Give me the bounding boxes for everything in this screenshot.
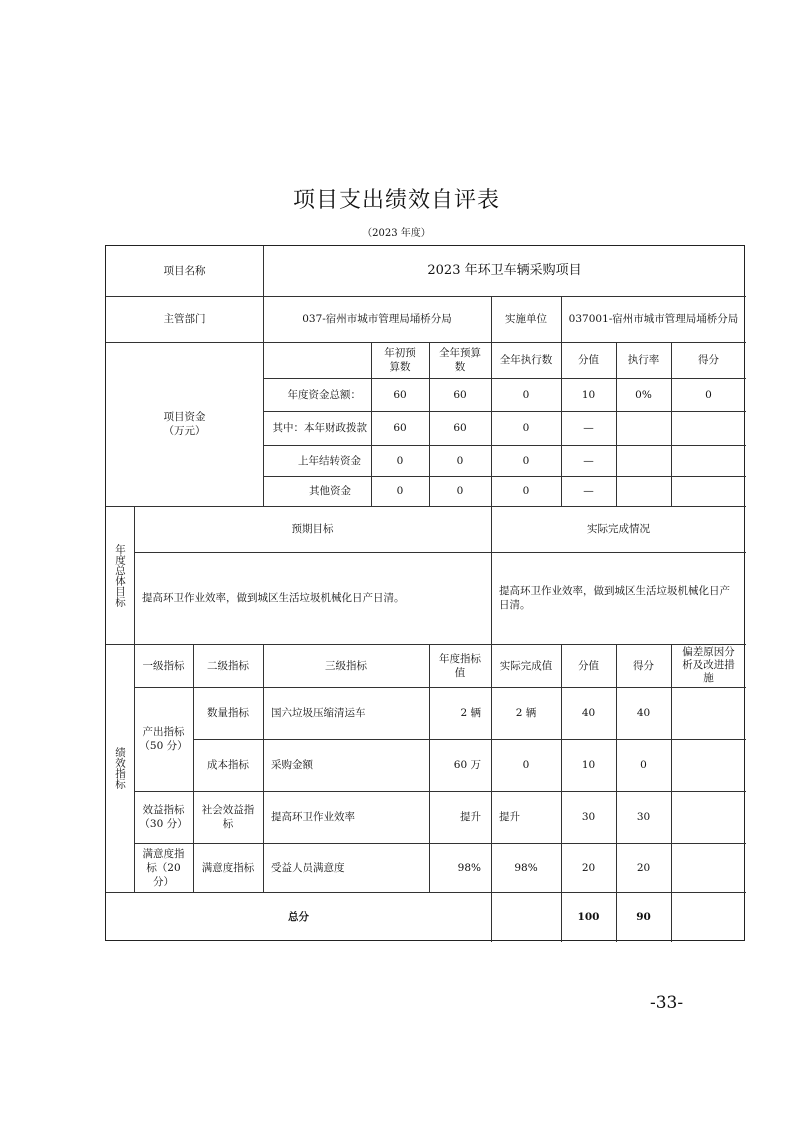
expected-goal-header: 预期目标 [291, 523, 334, 535]
funds-cell: — [583, 485, 594, 497]
perf-header: 实际完成值 [499, 659, 553, 672]
expected-goal-text: 提高环卫作业效率，做到城区生活垃圾机械化日产日清。 [142, 592, 405, 604]
perf-header: 三级指标 [325, 659, 367, 672]
page-number: -33- [650, 993, 684, 1013]
perf-cell: 满意度指标 [201, 861, 255, 874]
perf-cell: 受益人员满意度 [271, 861, 345, 874]
funds-cell: 0 [456, 485, 464, 497]
perf-cell: 98% [457, 861, 481, 874]
unit-label: 实施单位 [505, 313, 547, 325]
dept-value: 037-宿州市城市管理局埇桥分局 [302, 313, 452, 325]
annual-goal-label-text: 年度总体目标 [114, 543, 126, 607]
funds-cell: 60 [393, 388, 407, 401]
funds-cell: 0 [396, 485, 404, 497]
perf-cell: 40 [636, 707, 651, 719]
funds-cell: 0 [522, 485, 530, 497]
funds-cell [671, 476, 746, 506]
evaluation-table [105, 245, 745, 941]
perf-cell: 0 [640, 759, 647, 771]
perf-cell: 0 [522, 759, 530, 771]
total-empty [671, 892, 746, 942]
level1-satisfaction: 满意度指 标（20 分） [142, 847, 185, 888]
perf-header: 偏差原因分 析及改进措 施 [682, 646, 735, 684]
funds-cell: 0 [396, 454, 404, 467]
perf-label [106, 644, 134, 892]
perf-cell [671, 791, 746, 843]
perf-cell: 30 [581, 811, 596, 823]
actual-goal-header: 实际完成情况 [587, 523, 650, 535]
perf-cell: 30 [636, 811, 651, 823]
funds-cell: — [583, 422, 594, 434]
perf-cell: 20 [581, 861, 596, 874]
funds-cell: 60 [453, 422, 467, 434]
perf-cell: 2 辆 [515, 707, 537, 719]
funds-cell: 0 [522, 454, 530, 467]
perf-cell: 10 [581, 759, 596, 771]
perf-header: 得分 [633, 659, 654, 672]
page-title: 项目支出绩效自评表 [292, 188, 500, 213]
actual-goal-text: 提高环卫作业效率，做到城区生活垃圾机械化日产日清。 [499, 585, 730, 611]
unit-value: 037001-宿州市城市管理局埇桥分局 [568, 313, 739, 325]
funds-cell: 0 [522, 388, 530, 401]
perf-header: 分值 [578, 659, 599, 672]
perf-cell: 2 辆 [460, 707, 481, 719]
perf-cell: 98% [514, 861, 538, 874]
project-name-value: 2023 年环卫车辆采购项目 [427, 263, 582, 278]
perf-cell [671, 843, 746, 892]
perf-cell: 数量指标 [207, 707, 249, 719]
perf-header: 一级指标 [142, 659, 185, 672]
perf-header: 年度指标 值 [439, 652, 481, 679]
perf-cell: 提高环卫作业效率 [271, 811, 355, 823]
perf-label-text: 绩效指标 [114, 747, 126, 789]
funds-cell [616, 445, 671, 476]
perf-cell: 提升 [499, 811, 520, 823]
funds-row-label: 年度资金总额： [287, 388, 361, 401]
funds-cell [616, 476, 671, 506]
funds-cell: 0 [705, 388, 712, 401]
total-earned: 90 [636, 911, 651, 923]
funds-row-label: 其他资金 [309, 485, 351, 497]
perf-cell: 国六垃圾压缩清运车 [271, 707, 366, 719]
funds-cell: 0 [456, 454, 464, 467]
funds-cell: 60 [453, 388, 467, 401]
perf-cell [671, 739, 746, 791]
funds-header-earned: 得分 [698, 354, 719, 366]
funds-header-executed: 全年执行数 [499, 354, 553, 366]
perf-cell: 社会效益指 标 [201, 804, 255, 830]
funds-label: 项目资金 （万元） [163, 411, 206, 437]
annual-goal-label [106, 506, 134, 644]
perf-cell: 20 [636, 861, 651, 874]
total-score: 100 [577, 911, 600, 923]
funds-cell [671, 445, 746, 476]
funds-cell: — [583, 454, 594, 467]
funds-header-score: 分值 [578, 354, 599, 366]
perf-cell [671, 687, 746, 739]
funds-cell: 0 [522, 422, 530, 434]
perf-cell: 40 [581, 707, 596, 719]
funds-header-initial: 年初预 算数 [384, 347, 416, 373]
dept-label: 主管部门 [163, 313, 206, 325]
perf-header: 二级指标 [207, 659, 249, 672]
perf-cell: 采购金额 [271, 759, 313, 771]
funds-cell [671, 411, 746, 445]
funds-row-label: 其中：本年财政拨款 [272, 422, 367, 434]
funds-cell: 10 [581, 388, 596, 401]
funds-header-annual: 全年预算 数 [439, 347, 481, 373]
level1-benefit: 效益指标 （30 分） [139, 804, 188, 830]
funds-cell: 0% [635, 388, 652, 401]
project-name-label: 项目名称 [163, 265, 206, 277]
perf-cell: 成本指标 [207, 759, 249, 771]
funds-header-rate: 执行率 [627, 354, 660, 366]
perf-cell: 提升 [460, 811, 481, 823]
funds-cell [616, 411, 671, 445]
funds-row-label: 上年结转资金 [298, 454, 361, 467]
level1-output: 产出指标 （50 分） [139, 726, 188, 752]
total-label: 总分 [288, 911, 309, 923]
total-empty [491, 892, 561, 942]
funds-header-empty [263, 342, 371, 378]
year-subtitle: （2023 年度） [362, 228, 431, 239]
perf-cell: 60 万 [453, 759, 481, 771]
funds-cell: 60 [393, 422, 407, 434]
